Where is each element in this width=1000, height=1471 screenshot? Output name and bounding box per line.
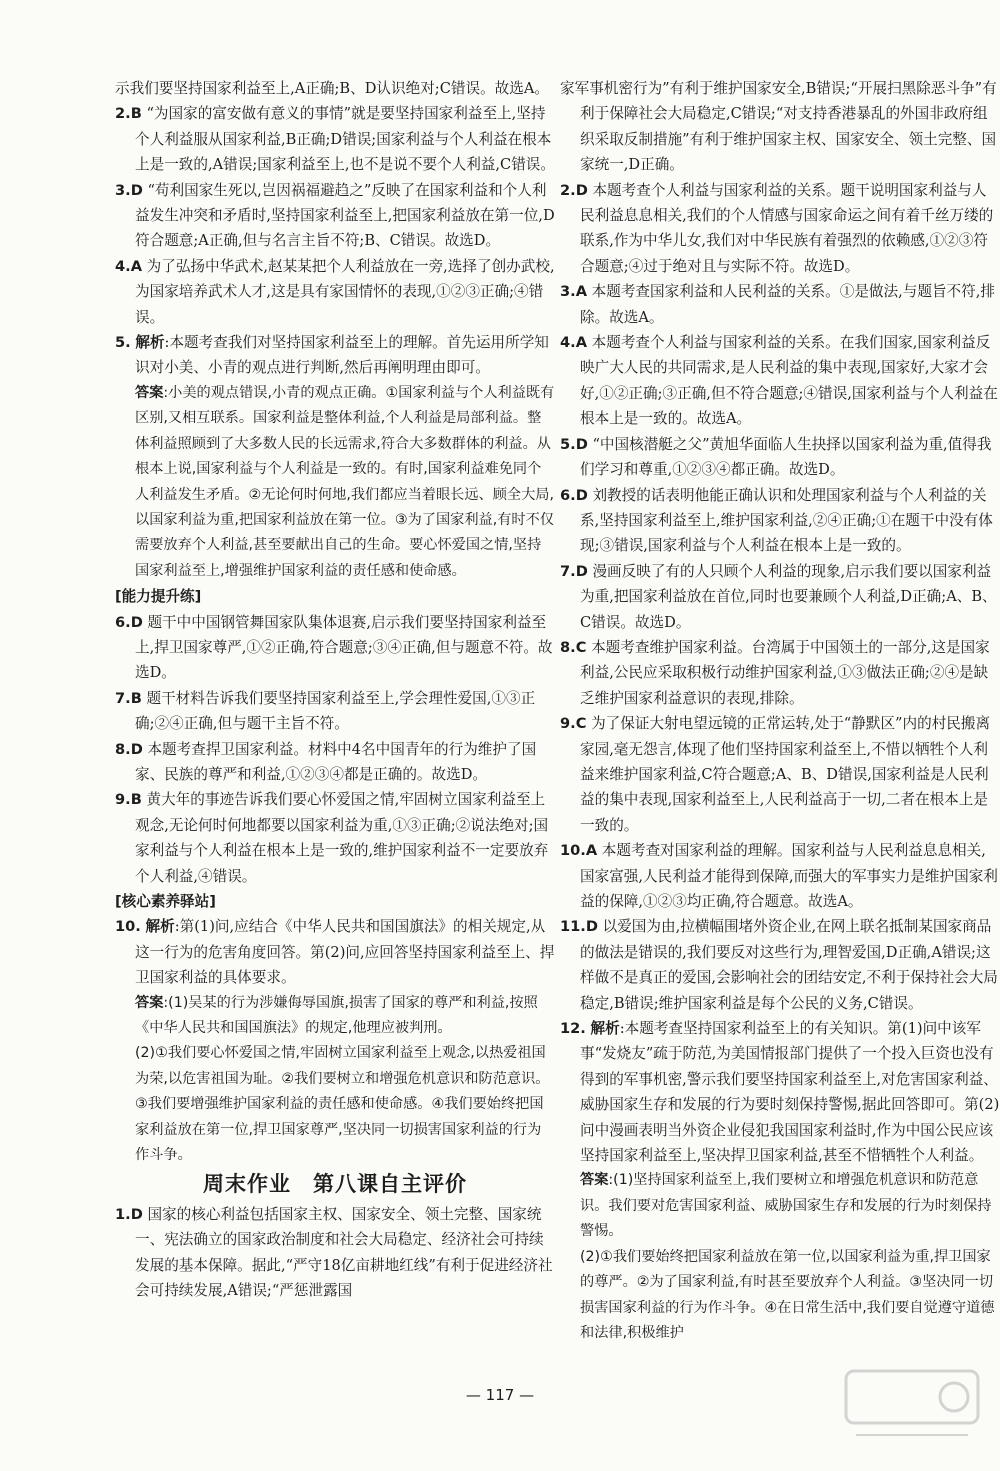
question-number: 8.D: [115, 740, 143, 758]
question-item: [115, 610, 555, 686]
question-item: [560, 635, 1000, 711]
question-text: 漫画反映了有的人只顾个人利益的现象,启示我们要以国家利益为重,把国家利益放在首位,同时也要兼顾个人利益,D正确;A、B、C错误。故选D。: [580, 562, 997, 631]
question-item: [115, 178, 555, 254]
question-item: [560, 838, 1000, 914]
question-text: 本题考查捍卫国家利益。材料中4名中国青年的行为维护了国家、民族的尊严和利益,①②③④都是正确的。故选D。: [135, 740, 537, 783]
question-text: 刘教授的话表明他能正确认识和处理国家利益与个人利益的关系,坚持国家利益至上,维护国家利益,②④正确;①在题干中没有体现;③错误,国家利益与个人利益在根本上是一致的。: [580, 486, 993, 555]
question-text: :本题考查我们对坚持国家利益至上的理解。首先运用所学知识对小美、小青的观点进行判断,然后再阐明理由即可。: [135, 334, 549, 377]
question-item: [560, 178, 1000, 280]
question-number: 5.D: [560, 435, 588, 453]
question-text: 本题考查国家利益和人民利益的关系。①是做法,与题旨不符,排除。故选A。: [580, 283, 995, 326]
answer-label: 答案: [135, 994, 164, 1011]
question-text: :第(1)问,应结合《中华人民共和国国旗法》的相关规定,从这一行为的危害角度回答。第(2)问,应回答坚持国家利益至上、捍卫国家利益的具体要求。: [135, 918, 555, 987]
question-item: [560, 76, 1000, 178]
question-number: 3.D: [115, 181, 143, 199]
question-item: [115, 254, 555, 330]
question-item: [560, 432, 1000, 483]
question-text: 本题考查对国家利益的理解。国家利益与人民利益息息相关,国家富强,人民利益才能得到保障,而强大的军事实力是维护国家利益的保障,①②③均正确,符合题意。故选A。: [580, 842, 998, 910]
question-number: 5.: [115, 334, 131, 352]
question-item: [560, 330, 1000, 432]
question-item: [560, 711, 1000, 838]
answer-text: (2)①我们要心怀爱国之情,牢固树立国家利益至上观念,以热爱祖国为荣,以危害祖国为耻。②我们要树立和增强危机意识和防范意识。③我们要增强维护国家利益的责任感和使命感。④我们要始终把国家利益放在第一位,捍卫国家尊严,坚决同一切损害国家利益的行为作斗争。: [135, 1045, 550, 1164]
question-item: [560, 279, 1000, 330]
question-number: 2.B: [115, 105, 142, 123]
question-item: [560, 483, 1000, 559]
question-text: “中国核潜艇之父”黄旭华面临人生抉择以国家利益为重,值得我们学习和尊重,①②③④都正确。故选D。: [580, 435, 992, 479]
question-item: [115, 330, 555, 381]
question-number: 7.D: [560, 562, 588, 580]
answer-text: :(1)吴某的行为涉嫌侮辱国旗,损害了国家的尊严和利益,按照《中华人民共和国国旗法》的规定,他理应被判刑。: [135, 994, 538, 1037]
section-heading: [核心素养驿站]: [115, 893, 216, 910]
question-text: :本题考查坚持国家利益至上的有关知识。第(1)问中该军事“发烧友”疏于防范,为美国情报部门提供了一个投入巨资也没有得到的军事机密,警示我们要坚持国家利益至上,对危害国家利益、威胁国家生存和发展的行为要时刻保持警惕,据此回答即可。第(2)问中漫画表明当外资企业侵犯我国国家利益时,作为中国公民应该坚持国家利益至上,坚决捍卫国家利益,甚至不惜牺牲个人利益。: [580, 1020, 1000, 1165]
question-number: 1.D: [115, 1205, 143, 1223]
question-text: 为了保证大射电望远镜的正常运转,处于“静默区”内的村民搬离家园,毫无怨言,体现了他们坚持国家利益至上,不惜以牺牲个人利益来维护国家利益,C符合题意;A、B、D错误,国家利益是人民利益的集中表现,国家利益至上,人民利益高于一切,二者在根本上是一致的。: [580, 715, 991, 834]
question-number: 3.A: [560, 283, 587, 301]
answer-label: 答案: [580, 1172, 609, 1189]
answer-block: [560, 1168, 1000, 1244]
question-number: 2.D: [560, 181, 588, 199]
question-text: 示我们要坚持国家利益至上,A正确;B、D认识绝对;C错误。故选A。: [115, 80, 549, 97]
answer-block: [115, 381, 555, 584]
question-text: 本题考查个人利益与国家利益的关系。在我们国家,国家利益反映广大人民的共同需求,是人民利益的集中表现,国家好,大家才会好,①②正确;③正确,但不符合题意;④错误,国家利益与个人利益在根本上是一致的。故选A。: [580, 334, 998, 428]
question-item: [560, 914, 1000, 1016]
question-text: “苟利国家生死以,岂因祸福避趋之”反映了在国家利益和个人利益发生冲突和矛盾时,坚持国家利益至上,把国家利益放在第一位,D符合题意;A正确,但与名言主旨不符;B、C错误。故选D。: [135, 181, 555, 250]
question-text: 以爱国为由,拉横幅围堵外资企业,在网上联名抵制某国家商品的做法是错误的,我们要反对这些行为,理智爱国,D正确,A错误;这样做不是真正的爱国,会影响社会的团结安定,不利于保持社会大局稳定,B错误;维护国家利益是每个公民的义务,C错误。: [580, 918, 998, 1012]
question-text: 本题考查维护国家利益。台湾属于中国领土的一部分,这是国家利益,公民应采取积极行动维护国家利益,①③做法正确;②④是缺乏维护国家利益意识的表现,排除。: [580, 638, 990, 707]
question-number: 10.A: [560, 842, 598, 860]
analysis-label: 解析: [590, 1020, 620, 1038]
left-column: [115, 76, 555, 1304]
question-item: [115, 737, 555, 788]
question-number: 9.B: [115, 791, 142, 809]
answer-text: (2)①我们要始终把国家利益放在第一位,以国家利益为重,捍卫国家的尊严。②为了国家利益,有时甚至要放弃个人利益。③坚决同一切损害国家利益的行为作斗争。④在日常生活中,我们要自觉遵守道德和法律,积极维护: [580, 1248, 995, 1341]
question-number: 6.D: [560, 486, 588, 504]
question-text: 国家的核心利益包括国家主权、国家安全、领土完整、国家统一、宪法确立的国家政治制度和社会大局稳定、经济社会可持续发展的基本保障。据此,“严守18亿亩耕地红线”有利于促进经济社会可持续发展,A错误;“严惩泄露国: [135, 1205, 553, 1300]
question-number: 4.A: [115, 257, 142, 275]
question-item: [560, 1016, 1000, 1168]
question-item: [115, 686, 555, 737]
question-text: 为了弘扬中华武术,赵某某把个人利益放在一旁,选择了创办武校,为国家培养武术人才,这是具有家国情怀的表现,①②③正确;④错误。: [135, 257, 555, 326]
question-text: 黄大年的事迹告诉我们要心怀爱国之情,牢固树立国家利益至上观念,无论何时何地都要以国家利益为重,①③正确;②说法绝对;国家利益与个人利益在根本上是一致的,维护国家利益不一定要放弃个人利益,④错误。: [135, 791, 549, 885]
question-text: 题干材料告诉我们要坚持国家利益至上,学会理性爱国,①③正确;②④正确,但与题干主旨不符。: [135, 689, 536, 733]
analysis-label: 解析: [145, 918, 175, 936]
answer-text: :小美的观点错误,小青的观点正确。①国家利益与个人利益既有区别,又相互联系。国家利益是整体利益,个人利益是局部利益。整体利益照顾到了大多数人民的长远需求,符合大多数群体的利益。从根本上说,国家利益与个人利益是一致的。有时,国家利益难免同个人利益发生矛盾。②无论何时何地,我们都应当着眼长远、顾全大局,以国家利益为重,把国家利益放在第一位。③为了国家利益,有时不仅需要放弃个人利益,甚至要献出自己的生命。要心怀爱国之情,坚持国家利益至上,增强维护国家利益的责任感和使命感。: [135, 384, 555, 579]
question-number: 9.C: [560, 715, 587, 733]
question-number: 11.D: [560, 918, 598, 936]
question-item: [115, 101, 555, 177]
question-text: 本题考查个人利益与国家利益的关系。题干说明国家利益与人民利益息息相关,我们的个人情感与国家命运之间有着千丝万缕的联系,作为中华儿女,我们对中华民族有着强烈的依赖感,①②③符合题意;④过于绝对且与实际不符。故选D。: [580, 181, 994, 275]
answer-label: 答案: [135, 384, 164, 401]
question-item: [115, 914, 555, 990]
question-number: 8.C: [560, 638, 587, 656]
watermark-logo: [842, 1363, 982, 1453]
question-text: 题干中中国钢管舞国家队集体退赛,启示我们要坚持国家利益至上,捍卫国家尊严,①②正确,符合题意;③④正确,但与题意不符。故选D。: [135, 613, 553, 682]
question-text: “为国家的富安做有意义的事情”就是要坚持国家利益至上,坚持个人利益服从国家利益,B正确;D错误;国家利益与个人利益在根本上是一致的,A错误;国家利益至上,也不是说不要个人利益,C错误。: [135, 105, 555, 174]
question-number: 12.: [560, 1020, 586, 1038]
page-number: — 117 —: [465, 1386, 535, 1404]
right-column: [560, 76, 1000, 1346]
answer-block: [115, 1041, 555, 1168]
question-item: [560, 559, 1000, 635]
question-item: [115, 787, 555, 889]
analysis-label: 解析: [135, 334, 165, 352]
answer-text: :(1)坚持国家利益至上,我们要树立和增强危机意识和防范意识。我们要对危害国家利益、威胁国家生存和发展的行为时刻保持警惕。: [580, 1172, 992, 1240]
question-item: [115, 76, 555, 101]
question-number: 7.B: [115, 689, 142, 707]
question-number: 10.: [115, 918, 141, 936]
question-number: 6.D: [115, 613, 143, 631]
answer-block: [115, 991, 555, 1042]
answer-block: [560, 1245, 1000, 1347]
question-number: 4.A: [560, 334, 587, 352]
question-text: 家军事机密行为”有利于维护国家安全,B错误;“开展扫黑除恶斗争”有利于保障社会大局稳定,C错误;“对支持香港暴乱的外国非政府组织采取反制措施”有利于维护国家主权、国家安全、领土完整、国家统一,D正确。: [560, 80, 997, 174]
page-section-title: 周末作业 第八课自主评价: [203, 1172, 467, 1197]
question-item: [115, 1202, 555, 1304]
section-heading: [能力提升练]: [115, 588, 202, 606]
